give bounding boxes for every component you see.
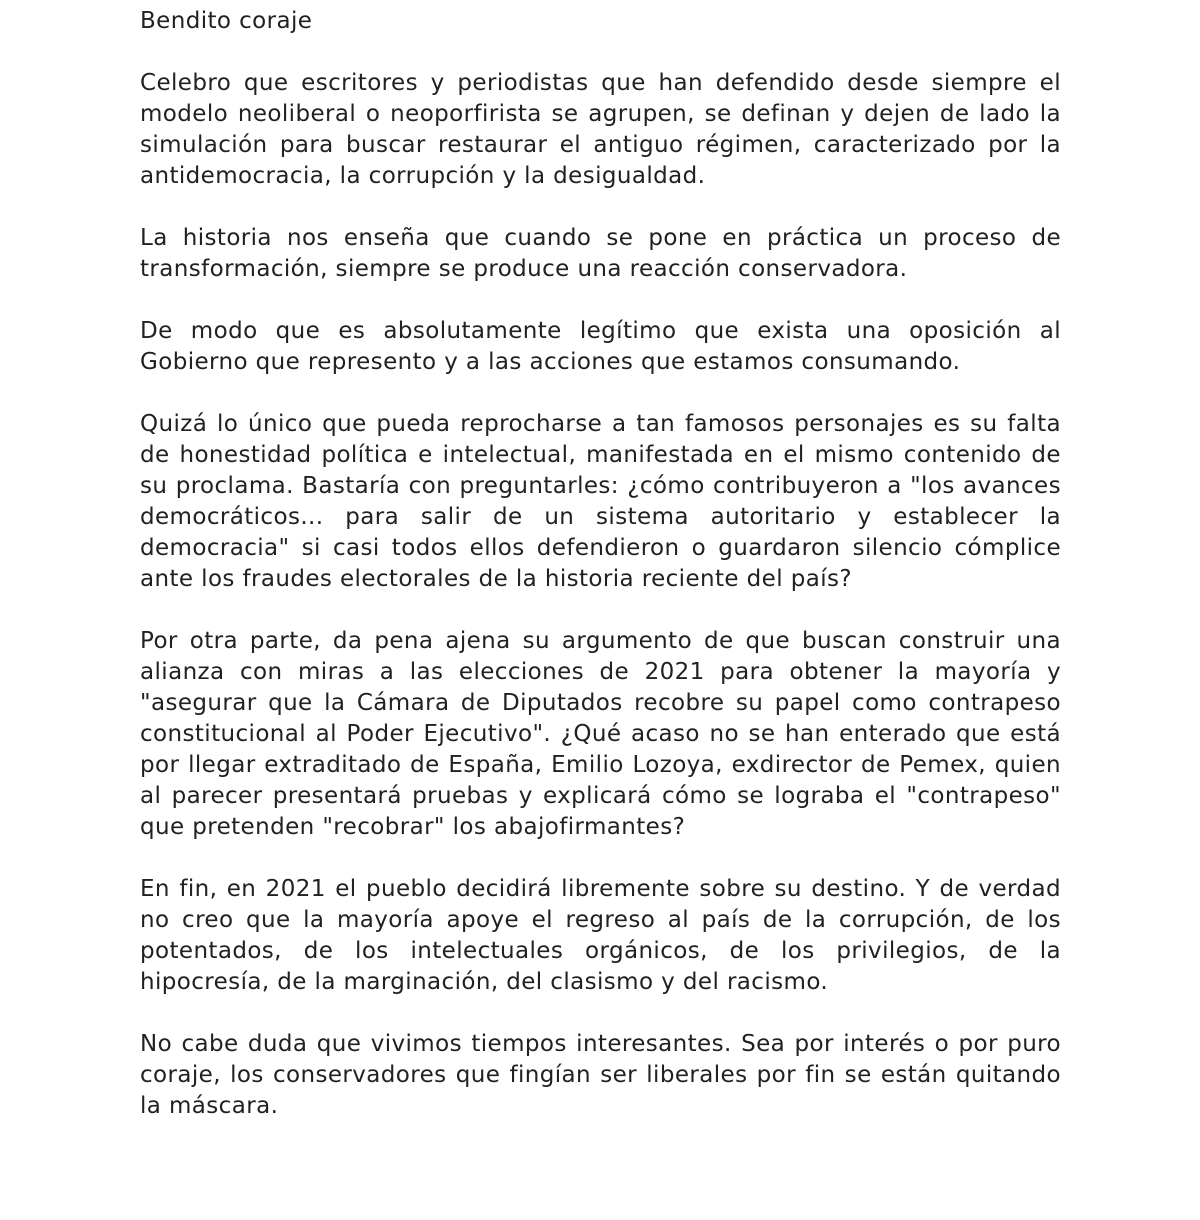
paragraph-quiza: Quizá lo único que pueda reprocharse a tan famosos personajes es su falta de honestidad política e intelectual, manifestada en el mismo contenido de su proclama. Bastaría con preguntarles: ¿cómo contribuyeron a "los avances democráticos... para salir de un sistema autoritario y establecer la democracia" si casi todos ellos defendieron o guardaron silencio cómplice ante los fraudes electorales de la historia reciente del país? [140,411,1061,592]
paragraph-no-cabe-duda: No cabe duda que vivimos tiempos interesantes. Sea por interés o por puro coraje, los conservadores que fingían ser liberales por fin se están quitando la máscara. [140,1031,1061,1119]
paragraph-la-historia: La historia nos enseña que cuando se pone en práctica un proceso de transformación, siempre se produce una reacción conservadora. [140,225,1061,282]
document-body [140,6,1061,1122]
paragraph-por-otra-parte: Por otra parte, da pena ajena su argumento de que buscan construir una alianza con miras a las elecciones de 2021 para obtener la mayoría y "asegurar que la Cámara de Diputados recobre su papel como contrapeso constitucional al Poder Ejecutivo". ¿Qué acaso no se han enterado que está por llegar extraditado de España, Emilio Lozoya, exdirector de Pemex, quien al parecer presentará pruebas y explicará cómo se lograba el "contrapeso" que pretenden "recobrar" los abajofirmantes? [140,628,1061,840]
document-title: Bendito coraje [140,8,313,34]
paragraph-de-modo: De modo que es absolutamente legítimo que exista una oposición al Gobierno que represento y a las acciones que estamos consumando. [140,318,1061,375]
paragraph-en-fin: En fin, en 2021 el pueblo decidirá libremente sobre su destino. Y de verdad no creo que la mayoría apoye el regreso al país de la corrupción, de los potentados, de los intelectuales orgánicos, de los privilegios, de la hipocresía, de la marginación, del clasismo y del racismo. [140,876,1061,995]
paragraph-celebro: Celebro que escritores y periodistas que han defendido desde siempre el modelo neoliberal o neoporfirista se agrupen, se definan y dejen de lado la simulación para buscar restaurar el antiguo régimen, caracterizado por la antidemocracia, la corrupción y la desigualdad. [140,70,1061,189]
